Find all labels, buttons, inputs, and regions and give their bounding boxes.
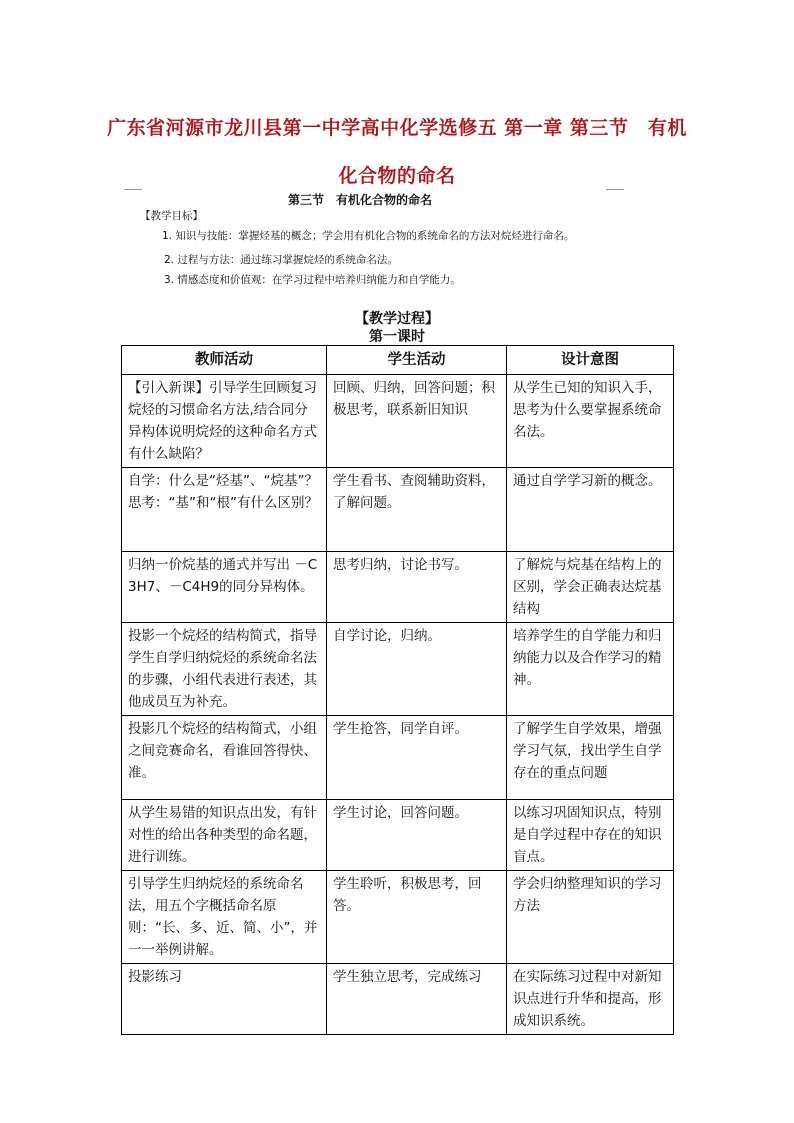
objective-item: 1. 知识与技能：掌握烃基的概念；学会用有机化合物的系统命名的方法对烷烃进行命名。 [162, 230, 575, 242]
objectives-title: 【教学目标】 [140, 210, 203, 222]
teacher-activity-cell: 引导学生归纳烷烃的系统命名法，用五个字概括命名原则：“长、多、近、简、小”，并一一举例讲解。 [122, 871, 327, 964]
process-title: 【教学过程】 [355, 311, 439, 327]
teacher-activity-cell: 【引入新课】引导学生回顾复习烷烃的习惯命名方法,结合同分异构体说明烷烃的这种命名方式有什么缺陷？ [122, 375, 327, 468]
teacher-activity-cell: 投影一个烷烃的结构简式，指导学生自学归纳烷烃的系统命名法的步骤，小组代表进行表述，其他成员互为补充。 [122, 623, 327, 716]
teacher-activity-cell: 自学：什么是“烃基”、“烷基”？ 思考：“基”和“根”有什么区别？ [122, 468, 327, 552]
design-intent-cell: 了解烷与烷基在结构上的区别，学会正确表达烷基结构 [507, 552, 674, 623]
header-teacher-activity: 教师活动 [122, 346, 327, 375]
table-row [122, 552, 674, 623]
header-rule-left [124, 189, 142, 190]
design-intent-cell: 了解学生自学效果，增强学习气氛，找出学生自学存在的重点问题 [507, 716, 674, 800]
lesson-table [121, 345, 674, 1035]
student-activity-cell: 学生独立思考，完成练习 [327, 964, 507, 1035]
design-intent-cell: 以练习巩固知识点，特别是自学过程中存在的知识盲点。 [507, 800, 674, 871]
objective-item: 3. 情感态度和价值观：在学习过程中培养归纳能力和自学能力。 [164, 274, 461, 286]
student-activity-cell: 学生聆听，积极思考，回答。 [327, 871, 507, 964]
document-title: 广东省河源市龙川县第一中学高中化学选修五 第一章 第三节 有机化合物的命名 [107, 117, 687, 187]
student-activity-cell: 学生讨论，回答问题。 [327, 800, 507, 871]
table-row [122, 800, 674, 871]
table-row [122, 716, 674, 800]
section-heading: 第三节 有机化合物的命名 [288, 193, 433, 207]
teacher-activity-cell: 投影几个烷烃的结构简式，小组之间竞赛命名，看谁回答得快、准。 [122, 716, 327, 800]
table-row [122, 964, 674, 1035]
header-student-activity: 学生活动 [327, 346, 507, 375]
table-row [122, 871, 674, 964]
design-intent-cell: 学会归纳整理知识的学习方法 [507, 871, 674, 964]
table-row [122, 623, 674, 716]
teacher-activity-cell: 从学生易错的知识点出发，有针对性的给出各种类型的命名题，进行训练。 [122, 800, 327, 871]
student-activity-cell: 学生看书、查阅辅助资料，了解问题。 [327, 468, 507, 552]
table-row [122, 468, 674, 552]
student-activity-cell: 思考归纳，讨论书写。 [327, 552, 507, 623]
student-activity-cell: 学生抢答，同学自评。 [327, 716, 507, 800]
table-header-row [122, 346, 674, 375]
design-intent-cell: 从学生已知的知识入手，思考为什么要掌握系统命名法。 [507, 375, 674, 468]
design-intent-cell: 通过自学学习新的概念。 [507, 468, 674, 552]
teaching-objectives [140, 206, 574, 290]
objective-item: 2. 过程与方法：通过练习掌握烷烃的系统命名法。 [164, 254, 398, 266]
period-title: 第一课时 [369, 329, 425, 345]
header-rule-right [606, 189, 624, 190]
table-row [122, 375, 674, 468]
design-intent-cell: 在实际练习过程中对新知识点进行升华和提高，形成知识系统。 [507, 964, 674, 1035]
teacher-activity-cell: 归纳一价烷基的通式并写出 －C3H7、－C4H9的同分异构体。 [122, 552, 327, 623]
header-design-intent: 设计意图 [507, 346, 674, 375]
design-intent-cell: 培养学生的自学能力和归纳能力以及合作学习的精神。 [507, 623, 674, 716]
student-activity-cell: 回顾、归纳，回答问题；积极思考，联系新旧知识 [327, 375, 507, 468]
student-activity-cell: 自学讨论，归纳。 [327, 623, 507, 716]
teacher-activity-cell: 投影练习 [122, 964, 327, 1035]
